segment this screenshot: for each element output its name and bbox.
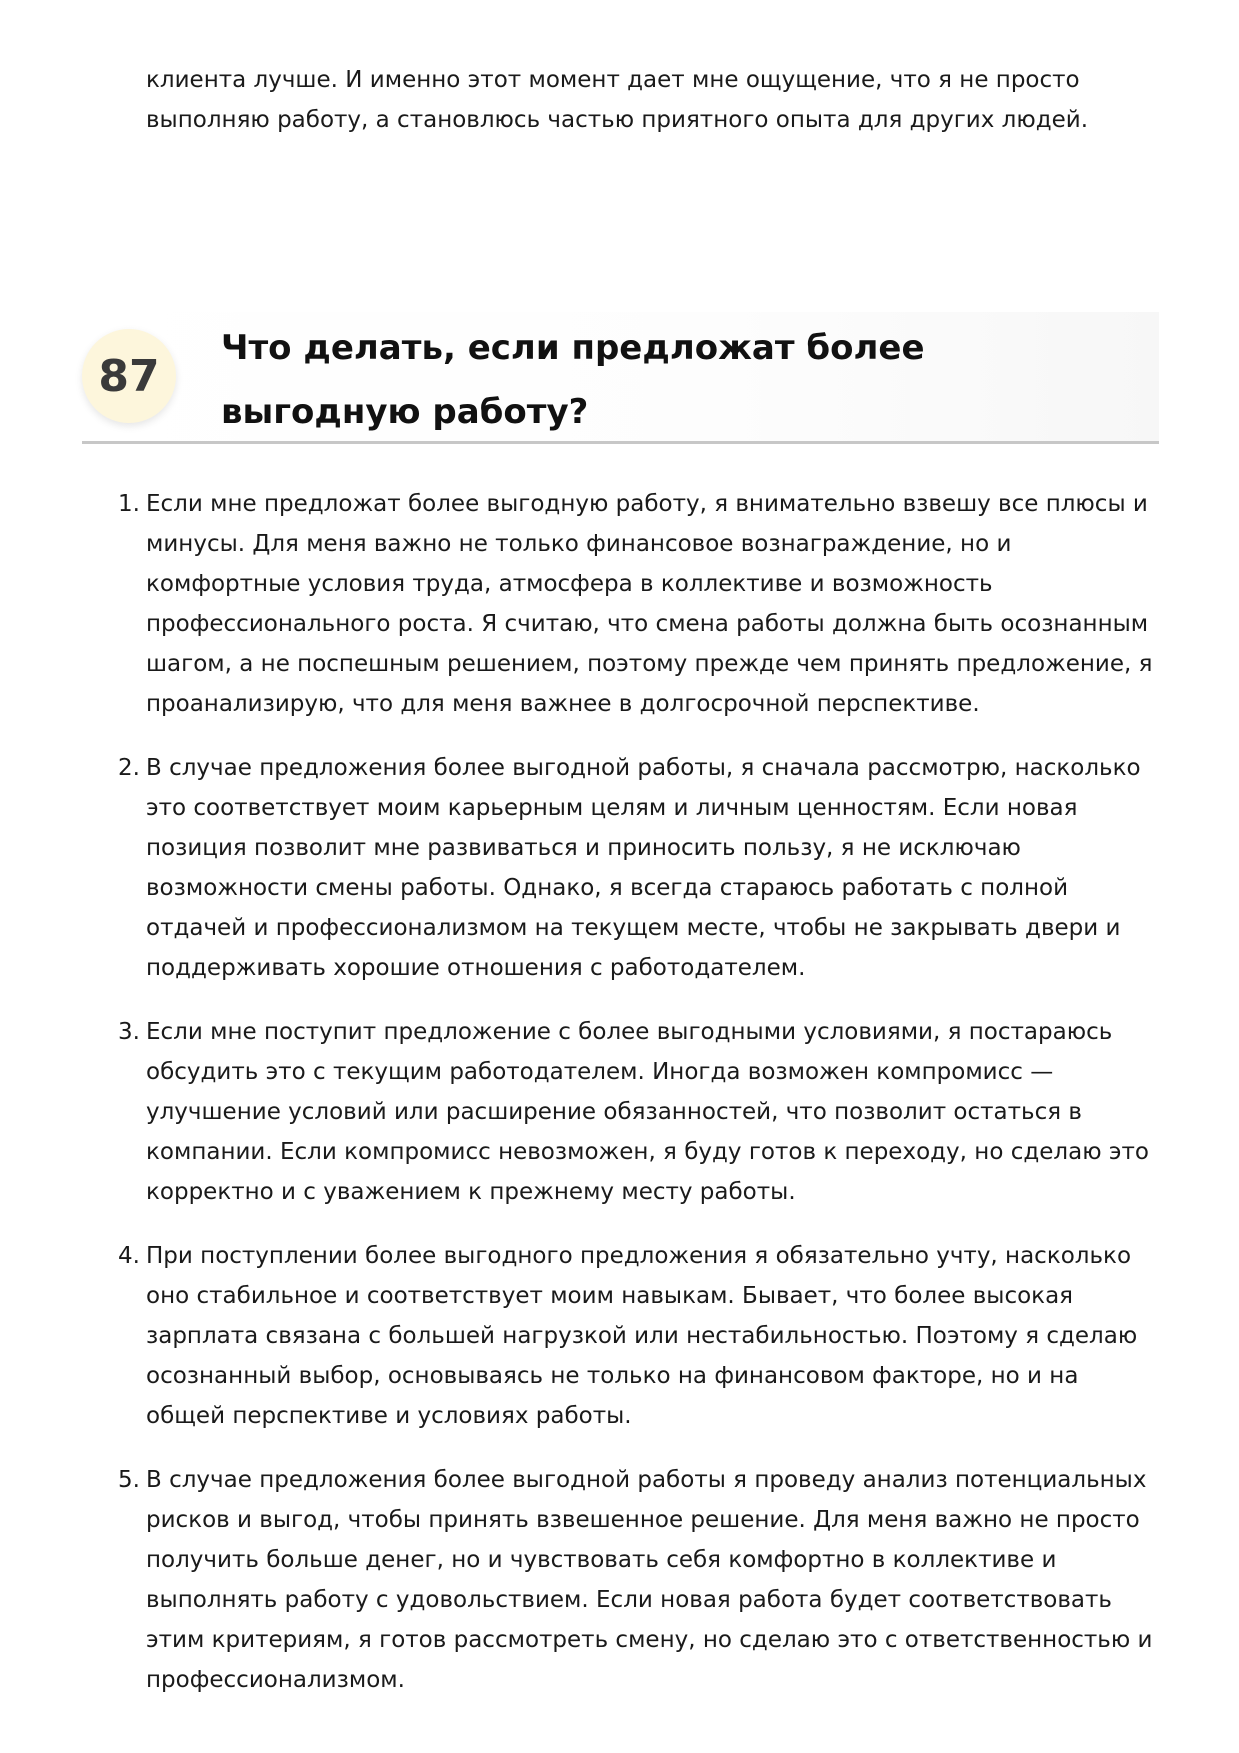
question-number-badge: 87 — [82, 329, 176, 423]
answer-item — [118, 484, 1156, 724]
answer-item — [118, 748, 1156, 988]
answer-text: При поступлении более выгодного предложения я обязательно учту, насколько оно стабильное и соответствует моим навыкам. Бывает, что более высокая зарплата связана с большей нагрузкой или нестабильностью. Поэтому я сделаю осознанный выбор, основываясь не только на финансовом факторе, но и на общей перспективе и условиях работы. — [146, 1243, 1138, 1429]
intro-paragraph: клиента лучше. И именно этот момент дает мне ощущение, что я не просто выполняю работу, а становлюсь частью приятного опыта для других людей. — [146, 67, 1089, 133]
question-header — [82, 312, 1159, 444]
answer-number: 4. — [118, 1243, 140, 1269]
question-title: Что делать, если предложат более выгодную работу? — [221, 328, 925, 432]
answer-item — [118, 1460, 1156, 1700]
answer-item — [118, 1236, 1156, 1436]
answer-list — [118, 484, 1156, 1724]
answer-item — [118, 1012, 1156, 1212]
answer-text: Если мне поступит предложение с более выгодными условиями, я постараюсь обсудить это с текущим работодателем. Иногда возможен компромисс — улучшение условий или расширение обязанностей, что позволит остаться в компании. Если компромисс невозможен, я буду готов к переходу, но сделаю это корректно и с уважением к прежнему месту работы. — [146, 1019, 1149, 1205]
answer-number: 5. — [118, 1467, 140, 1493]
answer-text: Если мне предложат более выгодную работу, я внимательно взвешу все плюсы и минусы. Для меня важно не только финансовое вознаграждение, но и комфортные условия труда, атмосфера в коллективе и возможность профессионального роста. Я считаю, что смена работы должна быть осознанным шагом, а не поспешным решением, поэтому прежде чем принять предложение, я проанализирую, что для меня важнее в долгосрочной перспективе. — [146, 491, 1153, 717]
answer-number: 2. — [118, 755, 140, 781]
answer-number: 1. — [118, 491, 140, 517]
answer-text: В случае предложения более выгодной работы, я сначала рассмотрю, насколько это соответствует моим карьерным целям и личным ценностям. Если новая позиция позволит мне развиваться и приносить пользу, я не исключаю возможности смены работы. Однако, я всегда стараюсь работать с полной отдачей и профессионализмом на текущем месте, чтобы не закрывать двери и поддерживать хорошие отношения с работодателем. — [146, 755, 1141, 981]
answer-text: В случае предложения более выгодной работы я проведу анализ потенциальных рисков и выгод, чтобы принять взвешенное решение. Для меня важно не просто получить больше денег, но и чувствовать себя комфортно в коллективе и выполнять работу с удовольствием. Если новая работа будет соответствовать этим критериям, я готов рассмотреть смену, но сделаю это с ответственностью и профессионализмом. — [146, 1467, 1153, 1693]
answer-number: 3. — [118, 1019, 140, 1045]
